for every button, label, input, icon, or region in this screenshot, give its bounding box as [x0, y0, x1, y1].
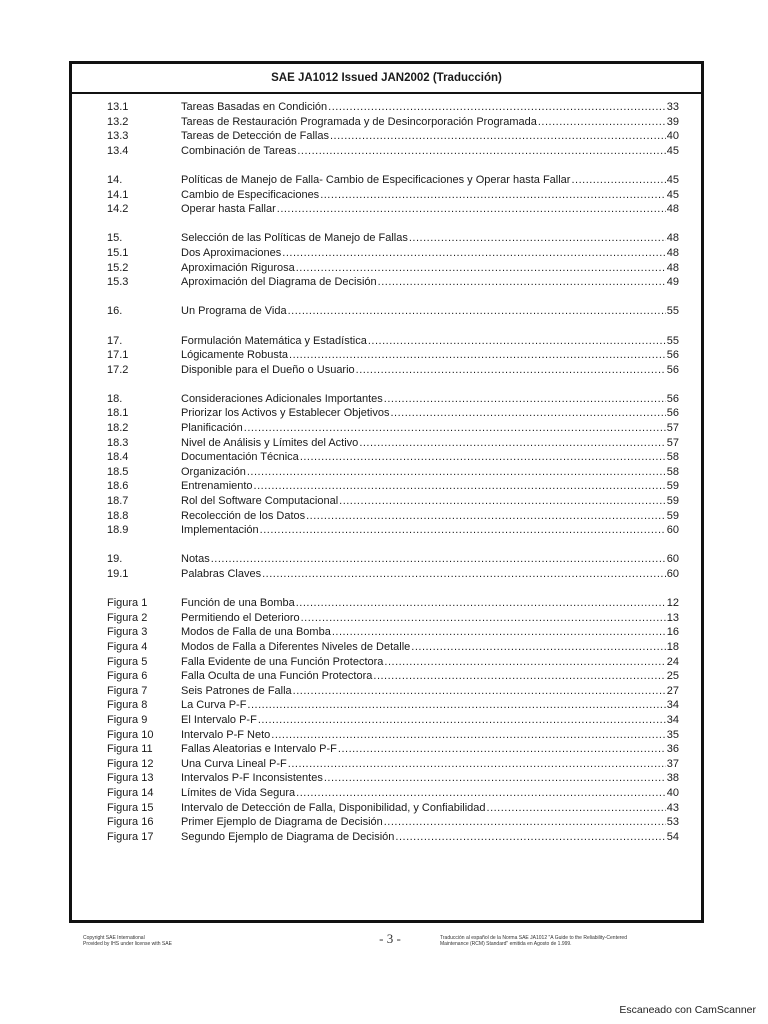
toc-entry	[72, 275, 701, 290]
toc-line	[181, 392, 679, 407]
dot-leader	[378, 275, 666, 290]
toc-number: 13.1	[107, 101, 129, 113]
toc-number: 19.1	[107, 568, 129, 580]
toc-page-number: 39	[666, 115, 679, 128]
dot-leader	[258, 713, 666, 728]
toc-title: Operar hasta Fallar	[181, 203, 276, 216]
dot-leader	[247, 465, 666, 480]
toc-number: Figura 8	[107, 699, 148, 712]
toc-title: Falla Evidente de una Función Protectora	[181, 655, 384, 668]
toc-entry	[72, 830, 701, 845]
toc-entry	[72, 625, 701, 640]
toc-title: Formulación Matemática y Estadística	[181, 334, 367, 347]
toc-title: Aproximación Rigurosa	[181, 261, 295, 274]
toc-entry	[72, 436, 701, 451]
dot-leader	[571, 173, 665, 188]
dot-leader	[262, 567, 666, 582]
toc-title: Primer Ejemplo de Diagrama de Decisión	[181, 816, 383, 829]
toc-page-number: 59	[666, 480, 679, 493]
dot-leader	[296, 596, 666, 611]
toc-line	[181, 552, 679, 567]
toc-page-number: 40	[666, 130, 679, 143]
toc-number: 15.3	[107, 276, 129, 289]
toc-entry	[72, 757, 701, 772]
toc-page-number: 36	[666, 743, 679, 756]
toc-title: Una Curva Lineal P-F	[181, 757, 287, 770]
toc-page-number: 48	[666, 261, 679, 274]
toc-number: 17.2	[107, 363, 129, 376]
toc-entry	[72, 173, 701, 188]
toc-page-number: 45	[666, 173, 679, 186]
toc-number: 13.3	[107, 130, 129, 143]
dot-leader	[277, 202, 666, 217]
toc-number: 18.7	[107, 495, 129, 508]
toc-line	[181, 640, 679, 655]
toc-line	[181, 363, 679, 378]
dot-leader	[293, 684, 666, 699]
toc-number: 14.2	[107, 203, 129, 216]
toc-line	[181, 231, 679, 246]
dot-leader	[328, 100, 666, 115]
dot-leader	[384, 655, 665, 670]
toc-entry	[72, 801, 701, 816]
toc-number: Figura 6	[107, 670, 148, 683]
toc-page-number: 27	[666, 684, 679, 697]
toc-title: Priorizar los Activos y Establecer Objetivos	[181, 407, 390, 420]
toc-line	[181, 625, 679, 640]
toc-number: 14.	[107, 173, 123, 186]
toc-number: Figura 15	[107, 801, 154, 814]
toc-title: Un Programa de Vida	[181, 305, 287, 318]
page-number: - 3 -	[379, 931, 401, 946]
toc-line	[181, 261, 679, 276]
toc-page-number: 59	[666, 495, 679, 508]
toc-entry	[72, 246, 701, 261]
toc-number: Figura 3	[107, 626, 148, 639]
toc-page-number: 18	[666, 640, 679, 653]
dot-leader	[359, 436, 665, 451]
dot-leader	[260, 523, 666, 538]
toc-title: Recolección de los Datos	[181, 509, 306, 522]
dot-leader	[301, 611, 666, 626]
toc-number: Figura 13	[107, 772, 154, 785]
toc-page-number: 40	[666, 786, 679, 799]
toc-page-number: 56	[666, 349, 679, 362]
toc-title: Falla Oculta de una Función Protectora	[181, 670, 373, 683]
toc-number: Figura 4	[107, 640, 148, 653]
toc-entry	[72, 494, 701, 509]
toc-number: Figura 14	[107, 786, 154, 799]
toc-entry	[72, 406, 701, 421]
toc-title: Combinación de Tareas	[181, 144, 297, 157]
toc-title: Límites de Vida Segura	[181, 786, 296, 799]
table-of-contents	[72, 100, 701, 844]
toc-title: Cambio de Especificaciones	[181, 188, 320, 201]
toc-line	[181, 465, 679, 480]
dot-leader	[289, 348, 666, 363]
dot-leader	[320, 188, 666, 203]
toc-title: Tareas de Detección de Fallas	[181, 130, 329, 143]
toc-title: Intervalos P-F Inconsistentes	[181, 772, 323, 785]
toc-page-number: 58	[666, 451, 679, 464]
dot-leader	[271, 728, 665, 743]
toc-number: Figura 17	[107, 830, 154, 843]
toc-line	[181, 406, 679, 421]
toc-title: Selección de las Políticas de Manejo de Fallas	[181, 232, 408, 245]
toc-page-number: 45	[666, 144, 679, 157]
toc-line	[181, 494, 679, 509]
toc-entry	[72, 363, 701, 378]
toc-entry	[72, 684, 701, 699]
toc-line	[181, 348, 679, 363]
toc-number: 17.	[107, 334, 123, 347]
toc-line	[181, 567, 679, 582]
toc-line	[181, 421, 679, 436]
toc-entry	[72, 144, 701, 159]
toc-title: Nivel de Análisis y Límites del Activo	[181, 436, 359, 449]
toc-number: 17.1	[107, 349, 129, 362]
toc-entry	[72, 552, 701, 567]
toc-page-number: 48	[666, 203, 679, 216]
document-title: SAE JA1012 Issued JAN2002 (Traducción)	[271, 72, 502, 84]
dot-leader	[384, 392, 666, 407]
toc-page-number: 37	[666, 757, 679, 770]
copyright-line: Copyright SAE International	[83, 935, 145, 941]
toc-line	[181, 100, 679, 115]
toc-entry	[72, 728, 701, 743]
dot-leader	[211, 552, 666, 567]
dot-leader	[296, 786, 666, 801]
toc-line	[181, 596, 679, 611]
dot-leader	[332, 625, 666, 640]
toc-page-number: 16	[666, 626, 679, 639]
toc-number: 18.8	[107, 509, 129, 522]
dot-leader	[356, 363, 666, 378]
toc-line	[181, 728, 679, 743]
copyright-notice	[83, 935, 283, 947]
toc-number: Figura 2	[107, 611, 148, 624]
toc-line	[181, 684, 679, 699]
toc-number: Figura 10	[107, 728, 154, 741]
toc-line	[181, 436, 679, 451]
toc-page-number: 60	[666, 568, 679, 580]
toc-line	[181, 523, 679, 538]
toc-entry	[72, 450, 701, 465]
toc-page-number: 48	[666, 232, 679, 245]
toc-number: Figura 5	[107, 655, 148, 668]
toc-entry	[72, 231, 701, 246]
toc-line	[181, 246, 679, 261]
dot-leader	[288, 757, 666, 772]
toc-number: 19.	[107, 553, 123, 566]
toc-page-number: 12	[666, 597, 679, 610]
dot-leader	[300, 450, 666, 465]
toc-entry	[72, 202, 701, 217]
toc-line	[181, 655, 679, 670]
dot-leader	[411, 640, 665, 655]
toc-page-number: 48	[666, 246, 679, 259]
toc-number: 18.9	[107, 524, 129, 537]
translation-line-2: Maintenance (RCM) Standard" emitida en Agosto de 1.999.	[440, 941, 572, 947]
toc-page-number: 24	[666, 655, 679, 668]
translation-notice	[440, 935, 690, 947]
toc-page-number: 45	[666, 188, 679, 201]
toc-number: 18.	[107, 392, 123, 405]
toc-number: Figura 1	[107, 597, 148, 610]
toc-title: Planificación	[181, 422, 243, 435]
toc-line	[181, 757, 679, 772]
dot-leader	[247, 698, 665, 713]
toc-entry	[72, 655, 701, 670]
toc-line	[181, 275, 679, 290]
toc-number: 18.2	[107, 422, 129, 435]
toc-title: Segundo Ejemplo de Diagrama de Decisión	[181, 830, 395, 843]
toc-number: Figura 7	[107, 684, 148, 697]
toc-page-number: 57	[666, 436, 679, 449]
toc-line	[181, 742, 679, 757]
dot-leader	[282, 246, 665, 261]
translation-line-1: Traducción al español de la Norma SAE JA1012 "A Guide to the Reliability-Centered	[440, 935, 627, 941]
toc-page-number: 13	[666, 611, 679, 624]
toc-title: Intervalo de Detección de Falla, Disponibilidad, y Confiabilidad	[181, 801, 486, 814]
toc-number: Figura 16	[107, 816, 154, 829]
toc-title: Implementación	[181, 524, 259, 537]
toc-number: 15.	[107, 232, 123, 245]
toc-page-number: 54	[666, 830, 679, 843]
toc-line	[181, 144, 679, 159]
toc-page-number: 58	[666, 465, 679, 478]
toc-page-number: 43	[666, 801, 679, 814]
toc-title: Políticas de Manejo de Falla- Cambio de Especificaciones y Operar hasta Fallar	[181, 173, 571, 186]
dot-leader	[395, 830, 665, 845]
toc-title: Modos de Falla de una Bomba	[181, 626, 331, 639]
toc-entry	[72, 509, 701, 524]
scanner-watermark: Escaneado con CamScanner	[619, 1004, 756, 1016]
toc-line	[181, 669, 679, 684]
toc-title: Permitiendo el Deterioro	[181, 611, 300, 624]
toc-page-number: 60	[666, 553, 679, 566]
toc-page-number: 25	[666, 670, 679, 683]
toc-title: Consideraciones Adicionales Importantes	[181, 392, 383, 405]
dot-leader	[384, 815, 666, 830]
toc-page-number: 55	[666, 305, 679, 318]
toc-title: Modos de Falla a Diferentes Niveles de Detalle	[181, 640, 411, 653]
toc-line	[181, 698, 679, 713]
toc-entry	[72, 100, 701, 115]
dot-leader	[330, 129, 666, 144]
toc-page-number: 60	[666, 524, 679, 537]
toc-line	[181, 611, 679, 626]
toc-number: 14.1	[107, 188, 129, 201]
toc-entry	[72, 348, 701, 363]
toc-number: Figura 12	[107, 757, 154, 770]
toc-number: 18.6	[107, 480, 129, 493]
toc-page-number: 35	[666, 728, 679, 741]
toc-page-number: 56	[666, 363, 679, 376]
toc-entry	[72, 771, 701, 786]
toc-entry	[72, 392, 701, 407]
toc-entry	[72, 479, 701, 494]
toc-number: 13.2	[107, 115, 129, 128]
dot-leader	[288, 304, 666, 319]
toc-page-number: 49	[666, 276, 679, 289]
dot-leader	[254, 479, 666, 494]
toc-title: Función de una Bomba	[181, 597, 295, 610]
toc-entry	[72, 567, 701, 582]
toc-number: Figura 9	[107, 713, 148, 726]
toc-title: Rol del Software Computacional	[181, 495, 339, 508]
toc-entry	[72, 815, 701, 830]
toc-number: Figura 11	[107, 743, 153, 756]
toc-page-number: 53	[666, 816, 679, 829]
toc-entry	[72, 640, 701, 655]
toc-page-number: 34	[666, 713, 679, 726]
toc-page-number: 59	[666, 509, 679, 522]
toc-number: 16.	[107, 305, 123, 318]
toc-line	[181, 450, 679, 465]
toc-line	[181, 479, 679, 494]
toc-line	[181, 304, 679, 319]
toc-line	[181, 129, 679, 144]
toc-page-number: 56	[666, 392, 679, 405]
toc-page-number: 55	[666, 334, 679, 347]
toc-entry	[72, 596, 701, 611]
toc-page-number: 56	[666, 407, 679, 420]
toc-entry	[72, 188, 701, 203]
toc-page-number: 38	[666, 772, 679, 785]
toc-entry	[72, 523, 701, 538]
toc-title: Aproximación del Diagrama de Decisión	[181, 276, 377, 289]
toc-line	[181, 115, 679, 130]
dot-leader	[296, 261, 666, 276]
toc-title: Tareas Basadas en Condición	[181, 101, 328, 113]
document-header	[72, 64, 701, 94]
toc-title: La Curva P-F	[181, 699, 247, 712]
toc-number: 13.4	[107, 144, 129, 157]
toc-entry	[72, 713, 701, 728]
dot-leader	[324, 771, 666, 786]
dot-leader	[244, 421, 666, 436]
license-line: Provided by IHS under license with SAE	[83, 941, 172, 947]
toc-title: Organización	[181, 465, 246, 478]
page-frame	[69, 61, 704, 923]
toc-number: 18.3	[107, 436, 129, 449]
dot-leader	[339, 494, 666, 509]
toc-entry	[72, 742, 701, 757]
toc-entry	[72, 115, 701, 130]
toc-line	[181, 771, 679, 786]
toc-title: Lógicamente Robusta	[181, 349, 289, 362]
toc-entry	[72, 334, 701, 349]
toc-title: Disponible para el Dueño o Usuario	[181, 363, 355, 376]
toc-number: 15.1	[107, 246, 129, 259]
toc-title: Notas	[181, 553, 210, 566]
toc-line	[181, 202, 679, 217]
toc-entry	[72, 669, 701, 684]
toc-entry	[72, 698, 701, 713]
toc-title: Fallas Aleatorias e Intervalo P-F	[181, 743, 337, 756]
toc-title: Documentación Técnica	[181, 451, 299, 464]
dot-leader	[409, 231, 666, 246]
toc-title: Dos Aproximaciones	[181, 246, 282, 259]
dot-leader	[297, 144, 665, 159]
dot-leader	[368, 334, 666, 349]
dot-leader	[487, 801, 666, 816]
toc-entry	[72, 304, 701, 319]
toc-line	[181, 786, 679, 801]
toc-entry	[72, 261, 701, 276]
dot-leader	[390, 406, 665, 421]
toc-line	[181, 815, 679, 830]
toc-line	[181, 830, 679, 845]
toc-title: Seis Patrones de Falla	[181, 684, 292, 697]
dot-leader	[306, 509, 666, 524]
dot-leader	[373, 669, 665, 684]
toc-number: 18.4	[107, 451, 129, 464]
toc-line	[181, 334, 679, 349]
toc-entry	[72, 421, 701, 436]
toc-title: Tareas de Restauración Programada y de Desincorporación Programada	[181, 115, 537, 128]
toc-title: Intervalo P-F Neto	[181, 728, 271, 741]
toc-line	[181, 173, 679, 188]
toc-entry	[72, 611, 701, 626]
toc-number: 15.2	[107, 261, 129, 274]
toc-page-number: 34	[666, 699, 679, 712]
toc-line	[181, 188, 679, 203]
toc-entry	[72, 129, 701, 144]
dot-leader	[538, 115, 666, 130]
toc-page-number: 57	[666, 422, 679, 435]
toc-title: Entrenamiento	[181, 480, 253, 493]
toc-line	[181, 509, 679, 524]
toc-line	[181, 801, 679, 816]
toc-title: Palabras Claves	[181, 568, 262, 580]
toc-title: El Intervalo P-F	[181, 713, 257, 726]
toc-entry	[72, 465, 701, 480]
toc-entry	[72, 786, 701, 801]
toc-number: 18.5	[107, 465, 129, 478]
toc-line	[181, 713, 679, 728]
toc-page-number: 33	[666, 101, 679, 113]
dot-leader	[338, 742, 666, 757]
toc-number: 18.1	[107, 407, 129, 420]
